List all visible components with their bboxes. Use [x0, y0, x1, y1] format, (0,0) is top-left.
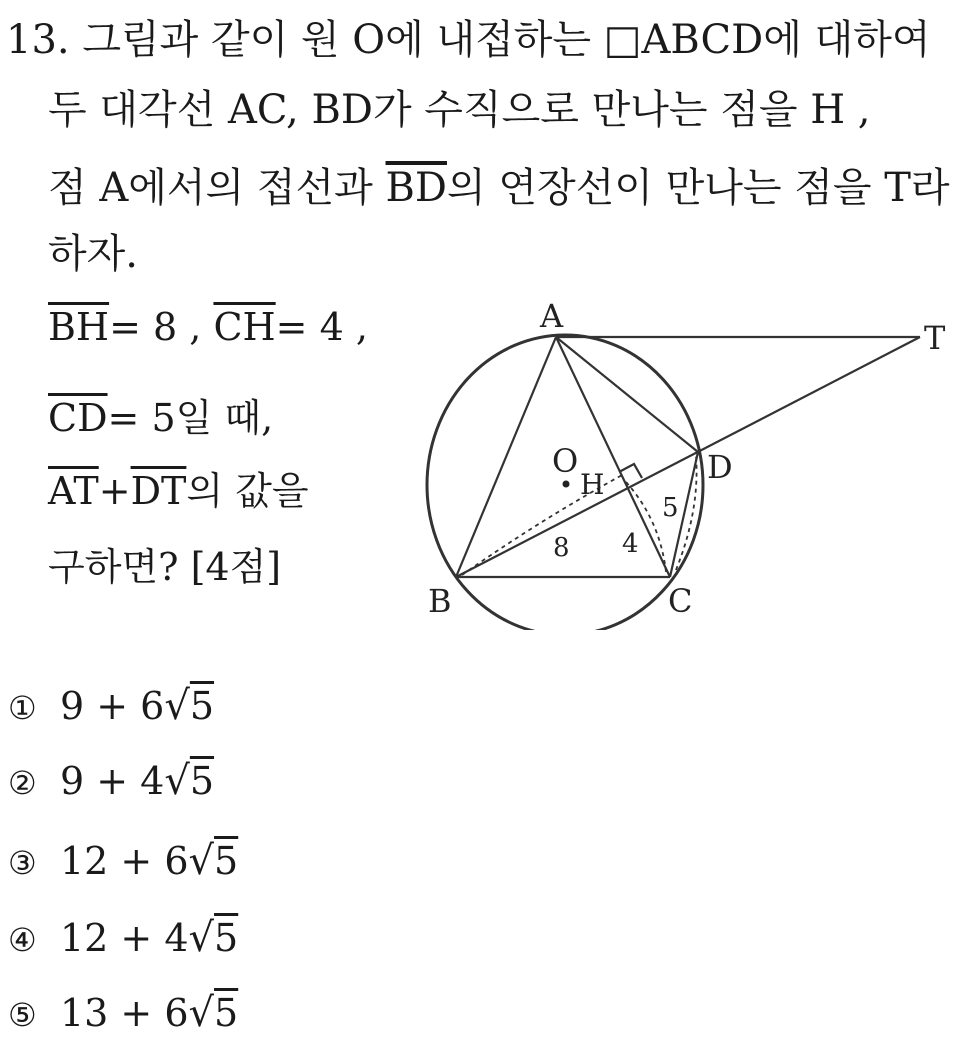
- label-t: T: [924, 319, 946, 357]
- label-c: C: [668, 582, 693, 620]
- side-ab: [456, 337, 556, 577]
- label-b: B: [428, 582, 452, 620]
- choice-5-mark: ⑤: [8, 996, 37, 1034]
- sqrt-icon: √: [164, 683, 190, 729]
- condition-expression: [48, 460, 309, 515]
- problem-line-2: 두 대각선 AC, BD가 수직으로 만나는 점을 H ,: [48, 87, 871, 133]
- choice-1-text: 9 + 6: [60, 684, 165, 728]
- problem-line-3-end: 의 연장선이 만나는 점을 T라: [446, 165, 950, 211]
- line-bt: [456, 337, 920, 577]
- sqrt-icon: √: [164, 758, 190, 804]
- choice-2-text: 9 + 4: [60, 759, 165, 803]
- ch-value: = 4 ,: [275, 305, 368, 349]
- choice-1-mark: ①: [8, 689, 37, 727]
- choice-4-text: 12 + 4: [60, 916, 189, 960]
- segment-dt: $\overline{DT}$: [130, 469, 187, 513]
- segment-bd: $\overline{BD}$: [385, 165, 447, 211]
- segment-ch: $\overline{CH}$: [213, 305, 276, 349]
- segment-bh: $\overline{BH}$: [48, 305, 110, 349]
- condition-bh-ch: [48, 305, 368, 349]
- label-o: O: [552, 442, 579, 480]
- question-ask: 구하면? [4점]: [48, 545, 282, 589]
- choice-4-radicand: 5: [214, 916, 239, 960]
- choice-2-mark: ②: [8, 764, 37, 802]
- choice-5-text: 13 + 6: [60, 991, 189, 1035]
- cd-value: = 5일 때,: [107, 396, 274, 440]
- condition-cd: [48, 387, 273, 442]
- label-a: A: [540, 297, 564, 335]
- choice-1[interactable]: [8, 683, 214, 729]
- problem-line-3-start: 점 A에서의 접선과: [48, 165, 386, 211]
- problem-line-1: 13. 그림과 같이 원 O에 내접하는 □ABCD에 대하여: [6, 17, 931, 63]
- plus-sign: +: [98, 469, 131, 513]
- label-length-8: 8: [553, 533, 570, 563]
- choice-4[interactable]: [8, 915, 238, 961]
- sqrt-icon: √: [188, 838, 215, 884]
- center-point-o: [563, 481, 570, 488]
- choice-2-radicand: 5: [189, 759, 215, 803]
- choice-1-radicand: 5: [189, 684, 215, 728]
- geometry-figure: [410, 290, 960, 630]
- segment-cd: $\overline{CD}$: [48, 396, 108, 440]
- choice-5-radicand: 5: [214, 991, 239, 1035]
- label-h: H: [580, 468, 605, 501]
- choice-5[interactable]: [8, 990, 238, 1036]
- problem-line-4: 하자.: [48, 231, 138, 277]
- expression-tail: 의 값을: [186, 469, 309, 513]
- segment-at: $\overline{AT}$: [48, 469, 99, 513]
- label-length-5: 5: [662, 493, 679, 523]
- choice-3-text: 12 + 6: [60, 839, 189, 883]
- choice-3-mark: ③: [8, 844, 37, 882]
- problem-line-3: [48, 156, 950, 213]
- choice-4-mark: ④: [8, 921, 37, 959]
- choice-3-radicand: 5: [214, 839, 239, 883]
- sqrt-icon: √: [188, 915, 215, 961]
- bh-value: = 8 ,: [109, 305, 202, 349]
- sqrt-icon: √: [188, 990, 215, 1036]
- label-d: D: [707, 448, 733, 486]
- choice-2[interactable]: [8, 758, 214, 804]
- label-length-4: 4: [622, 529, 639, 559]
- choice-3[interactable]: [8, 838, 238, 884]
